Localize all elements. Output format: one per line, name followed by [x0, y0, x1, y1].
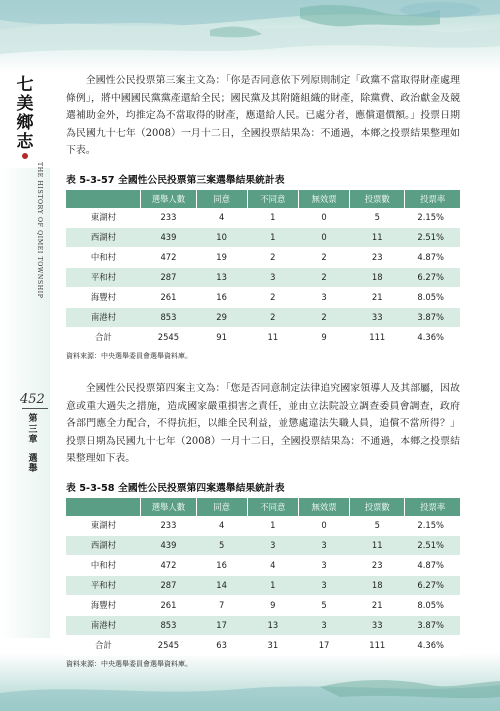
- header-cell: 無效票: [298, 190, 349, 208]
- table-row: [66, 267, 460, 287]
- disagree-cell: 11: [247, 327, 298, 347]
- book-title-char: 鄉: [16, 113, 34, 133]
- village-cell: 合計: [66, 635, 141, 655]
- votes-cell: 23: [350, 555, 405, 575]
- disagree-cell: 2: [247, 287, 298, 307]
- disagree-cell: 1: [247, 208, 298, 228]
- table-row: [66, 287, 460, 307]
- red-seal-dot: [22, 153, 28, 159]
- village-cell: 東湖村: [66, 516, 141, 536]
- table-5-3-58-source: 資料來源：中央選舉委員會選舉資料庫。: [66, 659, 192, 668]
- agree-cell: 10: [196, 227, 247, 247]
- votes-cell: 18: [350, 267, 405, 287]
- disagree-cell: 1: [247, 227, 298, 247]
- votes-cell: 33: [350, 615, 405, 635]
- village-cell: 中和村: [66, 247, 141, 267]
- agree-cell: 16: [196, 287, 247, 307]
- agree-cell: 17: [196, 615, 247, 635]
- disagree-cell: 2: [247, 307, 298, 327]
- turnout-cell: 2.51%: [405, 227, 460, 247]
- table-row: [66, 555, 460, 575]
- header-cell: 投票率: [405, 498, 460, 516]
- votes-cell: 5: [350, 208, 405, 228]
- agree-cell: 63: [196, 635, 247, 655]
- village-cell: 平和村: [66, 267, 141, 287]
- page-sidebar: [0, 0, 50, 711]
- electors-cell: 472: [141, 555, 196, 575]
- table-row: [66, 595, 460, 615]
- chapter-char: 第: [28, 414, 38, 424]
- invalid-cell: 0: [298, 227, 349, 247]
- votes-cell: 111: [350, 327, 405, 347]
- table-5-3-57-caption: 表 5-3-57 全國性公民投票第三案選舉結果統計表: [66, 174, 285, 186]
- village-cell: 西湖村: [66, 535, 141, 555]
- electors-cell: 261: [141, 595, 196, 615]
- turnout-cell: 4.87%: [405, 247, 460, 267]
- electors-cell: 261: [141, 287, 196, 307]
- turnout-cell: 8.05%: [405, 287, 460, 307]
- invalid-cell: 3: [298, 535, 349, 555]
- table-header-row: [66, 498, 460, 516]
- referendum-3-paragraph: 全國性公民投票第三案主文為：「你是否同意依下列原則制定「政黨不當取得財產處理條例」，將中國國民黨黨產還給全民；國民黨及其附隨組織的財產，除黨費、政治獻金及競選補助金外，均推定為不當取得的財產，應還給人民。已處分者，應償還價額。」投票日期為民國九十七年（2008）一月十二日，全國投票結果為：不通過，本鄉之投票結果整理如下表。: [66, 75, 460, 157]
- agree-cell: 19: [196, 247, 247, 267]
- village-cell: 南港村: [66, 615, 141, 635]
- header-cell: 無效票: [298, 498, 349, 516]
- header-cell: 投票率: [405, 190, 460, 208]
- header-landscape-image: [0, 0, 500, 72]
- agree-cell: 29: [196, 307, 247, 327]
- chapter-char: 章: [28, 435, 38, 445]
- invalid-cell: 9: [298, 327, 349, 347]
- header-cell: [66, 190, 141, 208]
- disagree-cell: 9: [247, 595, 298, 615]
- electors-cell: 853: [141, 615, 196, 635]
- chapter-char: 三: [28, 424, 38, 435]
- section-char: 舉: [28, 464, 38, 474]
- electors-cell: 472: [141, 247, 196, 267]
- table-5-3-57: [66, 190, 460, 348]
- book-title-char: 美: [16, 94, 34, 114]
- header-cell: 投票數: [350, 498, 405, 516]
- turnout-cell: 3.87%: [405, 615, 460, 635]
- turnout-cell: 4.36%: [405, 635, 460, 655]
- page-number: 452: [20, 392, 45, 407]
- agree-cell: 4: [196, 516, 247, 536]
- header-cell: 同意: [196, 190, 247, 208]
- invalid-cell: 3: [298, 615, 349, 635]
- table-5-3-57-source: 資料來源：中央選舉委員會選舉資料庫。: [66, 351, 192, 360]
- invalid-cell: 5: [298, 595, 349, 615]
- disagree-cell: 4: [247, 555, 298, 575]
- agree-cell: 5: [196, 535, 247, 555]
- table-total-row: [66, 327, 460, 347]
- table-total-row: [66, 635, 460, 655]
- village-cell: 平和村: [66, 575, 141, 595]
- electors-cell: 233: [141, 208, 196, 228]
- electors-cell: 439: [141, 535, 196, 555]
- electors-cell: 853: [141, 307, 196, 327]
- header-cell: 投票數: [350, 190, 405, 208]
- village-cell: 海豐村: [66, 287, 141, 307]
- invalid-cell: 3: [298, 555, 349, 575]
- agree-cell: 14: [196, 575, 247, 595]
- table-row: [66, 615, 460, 635]
- english-book-title: THE HISTORY OF QIMEI TOWNSHIP: [36, 162, 43, 299]
- electors-cell: 2545: [141, 327, 196, 347]
- village-cell: 合計: [66, 327, 141, 347]
- votes-cell: 21: [350, 595, 405, 615]
- page-number-rule: [22, 408, 48, 409]
- disagree-cell: 3: [247, 267, 298, 287]
- table-header-row: [66, 190, 460, 208]
- table-row: [66, 516, 460, 536]
- votes-cell: 33: [350, 307, 405, 327]
- invalid-cell: 2: [298, 267, 349, 287]
- disagree-cell: 3: [247, 535, 298, 555]
- table-row: [66, 535, 460, 555]
- header-cell: 不同意: [247, 190, 298, 208]
- header-cell: [66, 498, 141, 516]
- header-cell: 同意: [196, 498, 247, 516]
- header-cell: 不同意: [247, 498, 298, 516]
- header-cell: 選舉人數: [141, 498, 196, 516]
- electors-cell: 233: [141, 516, 196, 536]
- book-title-vertical: [12, 76, 38, 159]
- turnout-cell: 8.05%: [405, 595, 460, 615]
- invalid-cell: 17: [298, 635, 349, 655]
- votes-cell: 18: [350, 575, 405, 595]
- agree-cell: 7: [196, 595, 247, 615]
- votes-cell: 11: [350, 535, 405, 555]
- invalid-cell: 3: [298, 575, 349, 595]
- turnout-cell: 3.87%: [405, 307, 460, 327]
- disagree-cell: 2: [247, 247, 298, 267]
- electors-cell: 287: [141, 575, 196, 595]
- invalid-cell: 2: [298, 247, 349, 267]
- votes-cell: 11: [350, 227, 405, 247]
- table-5-3-58: [66, 498, 460, 656]
- table-row: [66, 208, 460, 228]
- referendum-4-paragraph: 全國性公民投票第四案主文為：「您是否同意制定法律追究國家領導人及其部屬，因故意或重大過失之措施，造成國家嚴重損害之責任，並由立法院設立調查委員會調查，政府各部門應全力配合，不得抗拒，以維全民利益，並懲處違法失職人員，追償不當所得？」投票日期為民國九十七年（2008）一月十二日，全國投票結果為：不通過，本鄉之投票結果整理如下表。: [66, 382, 460, 465]
- main-content: [66, 72, 460, 669]
- electors-cell: 439: [141, 227, 196, 247]
- turnout-cell: 2.51%: [405, 535, 460, 555]
- disagree-cell: 1: [247, 516, 298, 536]
- disagree-cell: 13: [247, 615, 298, 635]
- votes-cell: 23: [350, 247, 405, 267]
- turnout-cell: 6.27%: [405, 267, 460, 287]
- header-cell: 選舉人數: [141, 190, 196, 208]
- turnout-cell: 4.36%: [405, 327, 460, 347]
- section-char: 選: [28, 453, 38, 464]
- electors-cell: 2545: [141, 635, 196, 655]
- chapter-label: [27, 414, 39, 475]
- table-row: [66, 247, 460, 267]
- village-cell: 南港村: [66, 307, 141, 327]
- village-cell: 東湖村: [66, 208, 141, 228]
- table-row: [66, 307, 460, 327]
- electors-cell: 287: [141, 267, 196, 287]
- votes-cell: 111: [350, 635, 405, 655]
- turnout-cell: 2.15%: [405, 516, 460, 536]
- turnout-cell: 2.15%: [405, 208, 460, 228]
- invalid-cell: 2: [298, 307, 349, 327]
- table-5-3-58-caption: 表 5-3-58 全國性公民投票第四案選舉結果統計表: [66, 482, 285, 494]
- village-cell: 中和村: [66, 555, 141, 575]
- turnout-cell: 4.87%: [405, 555, 460, 575]
- village-cell: 西湖村: [66, 227, 141, 247]
- votes-cell: 5: [350, 516, 405, 536]
- votes-cell: 21: [350, 287, 405, 307]
- table-row: [66, 227, 460, 247]
- invalid-cell: 0: [298, 208, 349, 228]
- disagree-cell: 1: [247, 575, 298, 595]
- invalid-cell: 3: [298, 287, 349, 307]
- table-row: [66, 575, 460, 595]
- agree-cell: 91: [196, 327, 247, 347]
- agree-cell: 4: [196, 208, 247, 228]
- book-title-char: 志: [16, 132, 34, 152]
- invalid-cell: 0: [298, 516, 349, 536]
- book-title-char: 七: [16, 75, 34, 95]
- agree-cell: 16: [196, 555, 247, 575]
- turnout-cell: 6.27%: [405, 575, 460, 595]
- agree-cell: 13: [196, 267, 247, 287]
- disagree-cell: 31: [247, 635, 298, 655]
- village-cell: 海豐村: [66, 595, 141, 615]
